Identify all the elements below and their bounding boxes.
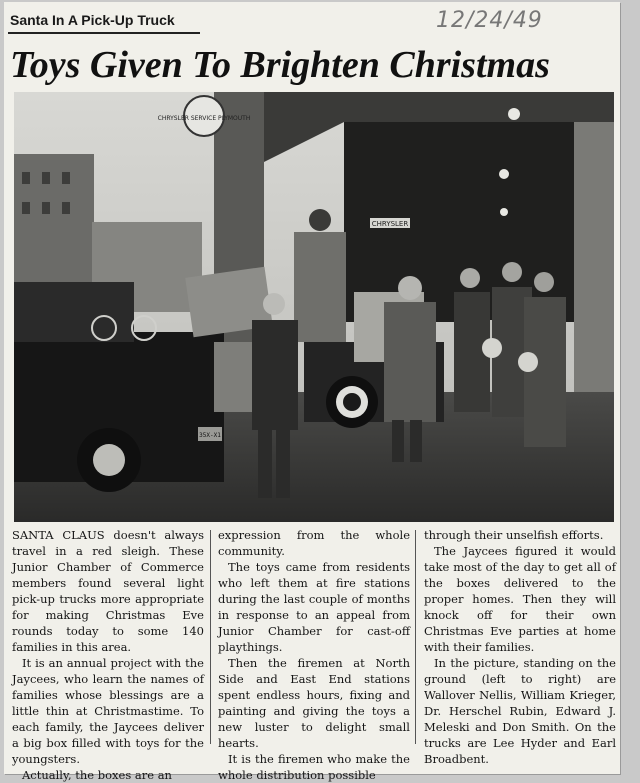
article-paragraph: The Jaycees figured it would take most of the day to get all of the boxes delivered to the proper homes. Then they will knock off for their own Christmas Eve parties at home with their families.	[424, 544, 616, 654]
section-kicker: Santa In A Pick-Up Truck	[10, 12, 175, 28]
article-paragraph: SANTA CLAUS doesn't always travel in a red sleigh. These Junior Chamber of Commerce members found several light pick-up trucks more appropriate for making Christmas Eve rounds today to some 140 families in this area.	[12, 528, 204, 654]
column-divider	[210, 530, 211, 744]
photo-scene	[14, 92, 614, 522]
article-paragraph: Then the firemen at North Side and East End stations spent endless hours, fixing and painting and giving the toys a new luster to delight small hearts.	[218, 656, 410, 750]
news-photo	[14, 92, 614, 522]
article-column-3	[424, 527, 616, 767]
svg-text:CHRYSLER: CHRYSLER	[371, 220, 409, 228]
article-column-2	[218, 527, 410, 783]
headline: Toys Given To Brighten Christmas	[10, 44, 550, 86]
svg-text:35X-X1: 35X-X1	[199, 432, 221, 439]
article-paragraph: through their unselfish efforts.	[424, 528, 604, 542]
article-paragraph: Actually, the boxes are an	[22, 768, 172, 782]
article-paragraph: It is an annual project with the Jaycees, who learn the names of families whose blessings are a little thin at Christmastime. To each family, the Jaycees deliver a big box filled with toys for the youngsters.	[12, 656, 204, 766]
handwritten-date: 12/24/49	[436, 8, 543, 33]
article-paragraph: It is the firemen who make the whole distribution possible	[218, 752, 410, 782]
kicker-underline	[8, 32, 200, 34]
column-divider	[415, 530, 416, 744]
article-paragraph: In the picture, standing on the ground (left to right) are Wallover Nellis, William Krieger, Dr. Herschel Rubin, Edward J. Meleski and Don Smith. On the trucks are Lee Hyder and Earl Broadbent.	[424, 656, 616, 766]
article-paragraph: The toys came from residents who left them at fire stations during the last couple of months in response to an appeal from Junior Chamber for cast-off playthings.	[218, 560, 410, 654]
newspaper-clipping	[4, 2, 620, 782]
article-column-1	[12, 527, 204, 783]
article-paragraph: expression from the whole community.	[218, 528, 410, 558]
svg-text:CHRYSLER SERVICE PLYMOUTH: CHRYSLER SERVICE PLYMOUTH	[157, 115, 251, 122]
